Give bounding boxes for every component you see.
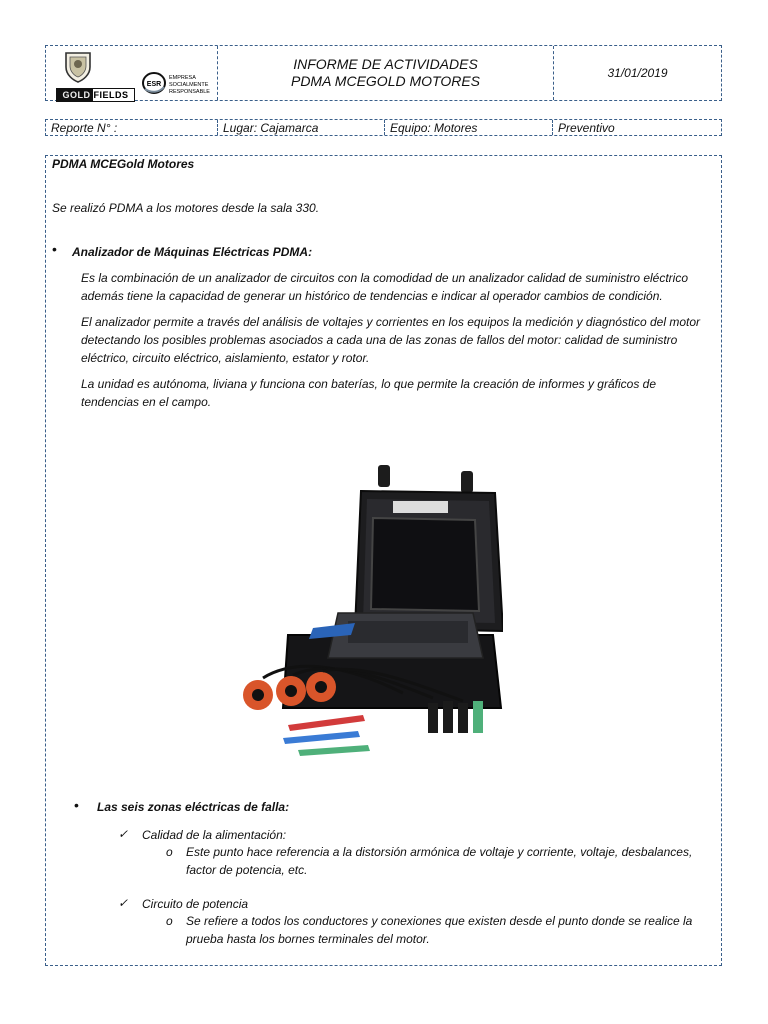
equipment: Equipo: Motores bbox=[385, 120, 553, 135]
sub-bullet-icon: o bbox=[166, 914, 173, 928]
location: Lugar: Cajamarca bbox=[218, 120, 385, 135]
zone2-description: Se refiere a todos los conductores y conexiones que existen desde el punto donde se realice la prueba hasta los bornes terminales del motor. bbox=[186, 914, 693, 946]
paragraph-3: La unidad es autónoma, liviana y funciona con baterías, lo que permite la creación de informes y gráficos de tendencias en el campo. bbox=[81, 377, 657, 409]
gold-fields-logo: GOLD FIELDS bbox=[56, 88, 135, 102]
check-icon: ✓ bbox=[118, 896, 129, 910]
svg-text:ESR: ESR bbox=[146, 81, 162, 88]
paragraph-2: El analizador permite a través del análisis de voltajes y corrientes en los equipos la medición y diagnóstico del motor detectando los posibles problemas asociados a cada una de las zonas de fallos del motor: calidad de suministro eléctrico, circuito eléctrico, aislamiento, estator y rotor. bbox=[81, 315, 700, 365]
section2-title: Las seis zonas eléctricas de falla: bbox=[97, 800, 290, 814]
paragraph-1: Es la combinación de un analizador de circuitos con la comodidad de un analizador calidad de suministro eléctrico además tiene la capacidad de generar un histórico de tendencias e indicar al operador cambios de condición. bbox=[81, 271, 689, 303]
zone2-title: Circuito de potencia bbox=[142, 897, 249, 911]
gold-fields-shield-icon bbox=[63, 51, 93, 83]
svg-text:RESPONSABLE: RESPONSABLE bbox=[169, 89, 210, 95]
svg-text:EMPRESA: EMPRESA bbox=[169, 75, 196, 81]
maintenance-type: Preventivo bbox=[558, 121, 615, 135]
esr-logo bbox=[141, 70, 215, 97]
svg-text:SOCIALMENTE: SOCIALMENTE bbox=[169, 82, 209, 88]
report-header bbox=[45, 45, 722, 101]
report-info-row bbox=[45, 119, 722, 136]
title-line-1: INFORME DE ACTIVIDADES bbox=[293, 56, 478, 72]
zone1-description: Este punto hace referencia a la distorsión armónica de voltaje y corriente, voltaje, desbalances, factor de potencia, etc. bbox=[186, 845, 693, 877]
section1-title: Analizador de Máquinas Eléctricas PDMA: bbox=[72, 245, 313, 259]
logos-cell bbox=[46, 46, 218, 100]
body-heading: PDMA MCEGold Motores bbox=[52, 157, 195, 171]
bullet-icon: • bbox=[52, 241, 57, 257]
pdma-analyzer-case-image bbox=[243, 463, 503, 763]
sub-bullet-icon: o bbox=[166, 845, 173, 859]
report-date: 31/01/2019 bbox=[607, 66, 668, 80]
check-icon: ✓ bbox=[118, 827, 129, 841]
title-line-2: PDMA MCEGOLD MOTORES bbox=[290, 73, 481, 89]
report-title bbox=[218, 46, 554, 100]
bullet-icon: • bbox=[74, 797, 79, 813]
zone1-title: Calidad de la alimentación: bbox=[142, 828, 287, 842]
report-number: Reporte N° : bbox=[46, 120, 218, 135]
intro-text: Se realizó PDMA a los motores desde la sala 330. bbox=[52, 201, 320, 215]
